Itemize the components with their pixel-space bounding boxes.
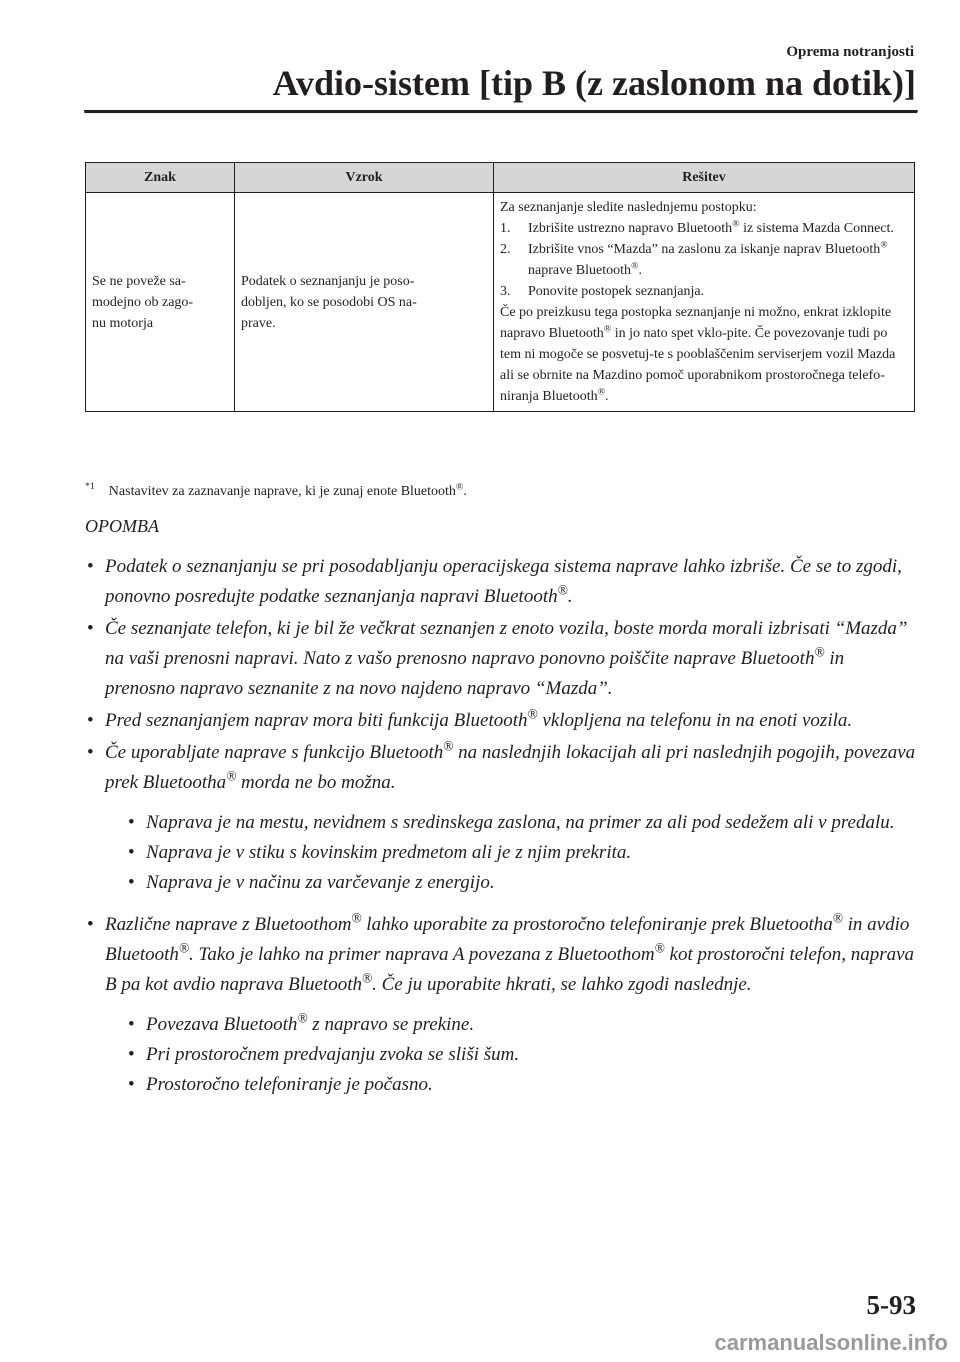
note-subitem: • Povezava Bluetooth® z napravo se prekine. bbox=[127, 1010, 918, 1040]
solution-cell bbox=[494, 193, 915, 412]
section-label: Oprema notranjosti bbox=[786, 44, 914, 60]
column-header-symptom: Znak bbox=[86, 163, 235, 193]
solution-end: Če po preizkusu tega postopka seznanjanje ni možno, enkrat izklopite napravo Bluetooth® in jo nato spet vklo-pite. Če povezovanje tudi po tem ni mogoče se posvetuj-te s pooblaščenim serviserjem vozil Mazda ali se obrnite na Mazdino pomoč uporabnikom prostoročnega telefo-niranja Bluetooth®. bbox=[500, 305, 896, 404]
table-header-row bbox=[86, 163, 915, 193]
symptom-cell: Se ne poveže sa- modejno ob zago- nu motorja bbox=[86, 193, 235, 412]
solution-step: 1. Izbrišite ustrezno napravo Bluetooth® iz sistema Mazda Connect. bbox=[500, 218, 894, 236]
bullet-icon: • bbox=[128, 1074, 135, 1095]
note-subitem: • Prostoročno telefoniranje je počasno. bbox=[127, 1070, 918, 1100]
bullet-icon: • bbox=[87, 914, 94, 935]
bullet-icon: • bbox=[128, 812, 135, 833]
table-row bbox=[86, 193, 915, 412]
solution-step: 3. Ponovite postopek seznanjanja. bbox=[500, 284, 705, 299]
column-header-cause: Vzrok bbox=[235, 163, 494, 193]
bullet-icon: • bbox=[87, 710, 94, 731]
footnote: $^{*1}$ Nastavitev za zaznavanje naprave, ki je zunaj enote Bluetooth®. bbox=[85, 481, 467, 499]
note-item: • Če seznanjate telefon, ki je bil že večkrat seznanjen z enoto vozila, boste morda morali izbrisati “Mazda” na vaši prenosni napravi. Nato z vašo prenosno napravo ponovno poiščite naprave Bluetooth® in prenosno napravo seznanite z na novo najdeno napravo “Mazda”. bbox=[86, 614, 918, 704]
note-list bbox=[86, 552, 918, 1112]
bullet-icon: • bbox=[128, 1014, 135, 1035]
note-item: • Različne naprave z Bluetoothom® lahko uporabite za prostoročno telefoniranje prek Bluetootha® in avdio Bluetooth®. Tako je lahko na primer naprava A povezana z Bluetoothom® kot prostoročni telefon, naprava B pa kot avdio naprava Bluetooth®. Če ju uporabite hkrati, se lahko zgodi naslednje. • Povezava Bluetooth® z napravo se prekine. • Pri prostoročnem predvajanju zvoka se sliši šum. • Prostoročno telefoniranje je počasno. bbox=[86, 910, 918, 1110]
solution-step: 2. Izbrišite vnos “Mazda” na zaslonu za iskanje naprav Bluetooth® naprave Bluetooth®. bbox=[500, 239, 888, 278]
watermark: carmanualsonline.info bbox=[714, 1330, 948, 1355]
note-subitem: • Naprava je na mestu, nevidnem s sredinskega zaslona, na primer za ali pod sedežem ali v predalu. bbox=[127, 808, 918, 838]
cause-cell: Podatek o seznanjanju je poso- dobljen, ko se posodobi OS na- prave. bbox=[235, 193, 494, 412]
note-subitem: • Pri prostoročnem predvajanju zvoka se sliši šum. bbox=[127, 1040, 918, 1070]
note-item: • Pred seznanjanjem naprav mora biti funkcija Bluetooth® vklopljena na telefonu in na enoti vozila. bbox=[86, 706, 918, 736]
bullet-icon: • bbox=[87, 742, 94, 763]
note-item: • Če uporabljate naprave s funkcijo Bluetooth® na naslednjih lokacijah ali pri naslednjih pogojih, povezava prek Bluetootha® morda ne bo možna. • Naprava je na mestu, nevidnem s sredinskega zaslona, na primer za ali pod sedežem ali v predalu. • Naprava je v stiku s kovinskim predmetom ali je z njim prekrita. • Naprava je v načinu za varčevanje z energijo. bbox=[86, 738, 918, 908]
troubleshooting-table bbox=[85, 162, 915, 412]
solution-intro: Za seznanjanje sledite naslednjemu postopku: bbox=[500, 200, 757, 215]
note-subitem: • Naprava je v načinu za varčevanje z energijo. bbox=[127, 868, 918, 898]
solution-steps bbox=[500, 218, 908, 302]
bullet-icon: • bbox=[128, 1044, 135, 1065]
note-sublist bbox=[127, 1010, 918, 1100]
bullet-icon: • bbox=[128, 842, 135, 863]
bullet-icon: • bbox=[87, 618, 94, 639]
note-heading: OPOMBA bbox=[85, 516, 159, 536]
page-number: 5-93 bbox=[866, 1290, 916, 1320]
note-sublist bbox=[127, 808, 918, 898]
bullet-icon: • bbox=[87, 556, 94, 577]
column-header-solution: Rešitev bbox=[494, 163, 915, 193]
note-subitem: • Naprava je v stiku s kovinskim predmetom ali je z njim prekrita. bbox=[127, 838, 918, 868]
bullet-icon: • bbox=[128, 872, 135, 893]
title-rule bbox=[84, 110, 918, 114]
note-item: • Podatek o seznanjanju se pri posodabljanju operacijskega sistema naprave lahko izbriše. Če se to zgodi, ponovno posredujte podatke seznanjanja napravi Bluetooth®. bbox=[86, 552, 918, 612]
page-title: Avdio-sistem [tip B (z zaslonom na dotik)] bbox=[272, 63, 916, 103]
